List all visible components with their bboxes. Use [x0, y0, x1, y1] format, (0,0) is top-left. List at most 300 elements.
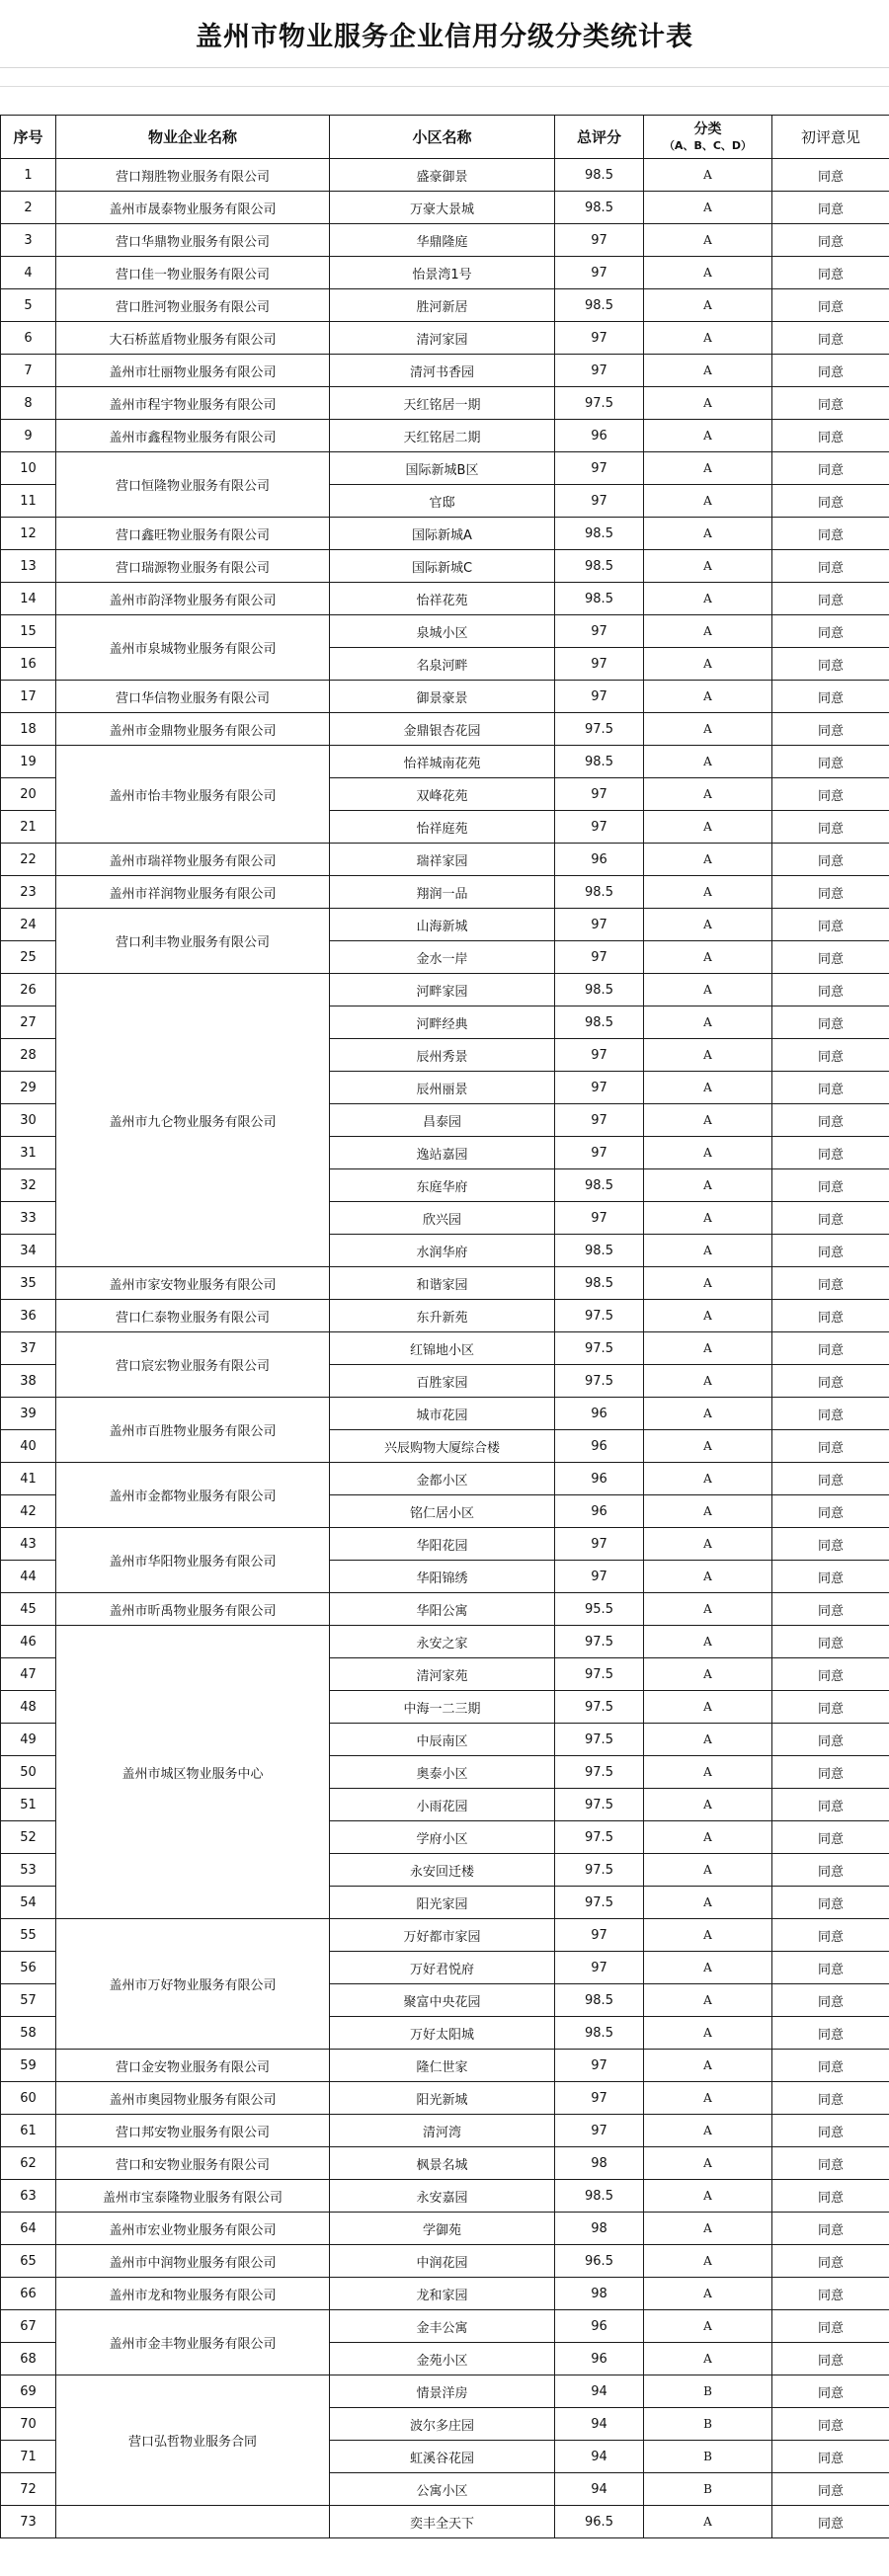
total-score: 96.5	[555, 2506, 644, 2538]
table-row	[1, 2506, 889, 2538]
grade-category: A	[644, 1169, 772, 1202]
row-number: 36	[1, 1300, 56, 1332]
row-number: 47	[1, 1658, 56, 1691]
header-category-note: （A、B、C、D）	[663, 138, 753, 152]
community-name: 怡祥花苑	[330, 583, 555, 615]
row-number: 29	[1, 1072, 56, 1104]
company-name: 盖州市韵泽物业服务有限公司	[56, 583, 330, 615]
company-name: 盖州市百胜物业服务有限公司	[56, 1398, 330, 1463]
total-score: 97	[555, 224, 644, 257]
table-row	[1, 2375, 889, 2408]
preliminary-opinion: 同意	[772, 322, 889, 355]
community-name: 胜河新居	[330, 289, 555, 322]
table-row	[1, 1463, 889, 1495]
grade-category: A	[644, 1104, 772, 1137]
row-number: 57	[1, 1984, 56, 2017]
company-name: 盖州市中润物业服务有限公司	[56, 2245, 330, 2278]
total-score: 97	[555, 1072, 644, 1104]
row-number: 70	[1, 2408, 56, 2441]
grade-category: A	[644, 1789, 772, 1821]
grade-category: A	[644, 844, 772, 876]
row-number: 40	[1, 1430, 56, 1463]
preliminary-opinion: 同意	[772, 876, 889, 909]
total-score: 97	[555, 1528, 644, 1561]
community-name: 水润华府	[330, 1235, 555, 1267]
company-name: 营口胜河物业服务有限公司	[56, 289, 330, 322]
community-name: 御景豪景	[330, 681, 555, 713]
community-name: 城市花园	[330, 1398, 555, 1430]
row-number: 1	[1, 159, 56, 192]
company-name: 营口瑞源物业服务有限公司	[56, 550, 330, 583]
row-number: 13	[1, 550, 56, 583]
preliminary-opinion: 同意	[772, 1919, 889, 1952]
preliminary-opinion: 同意	[772, 2278, 889, 2310]
row-number: 49	[1, 1724, 56, 1756]
grade-category: A	[644, 1658, 772, 1691]
table-row	[1, 1593, 889, 1626]
grade-category: A	[644, 876, 772, 909]
community-name: 怡景湾1号	[330, 257, 555, 289]
grade-category: A	[644, 485, 772, 518]
total-score: 97.5	[555, 1332, 644, 1365]
company-name: 营口仁泰物业服务有限公司	[56, 1300, 330, 1332]
company-name: 盖州市昕禹物业服务有限公司	[56, 1593, 330, 1626]
company-name: 营口弘哲物业服务合同	[56, 2375, 330, 2506]
grade-category: A	[644, 2147, 772, 2180]
grade-category: A	[644, 778, 772, 811]
row-number: 46	[1, 1626, 56, 1658]
preliminary-opinion: 同意	[772, 1528, 889, 1561]
community-name: 华阳花园	[330, 1528, 555, 1561]
table-row	[1, 1267, 889, 1300]
row-number: 33	[1, 1202, 56, 1235]
total-score: 97	[555, 257, 644, 289]
preliminary-opinion: 同意	[772, 2473, 889, 2506]
total-score: 98	[555, 2147, 644, 2180]
header-category	[644, 116, 772, 159]
total-score: 96	[555, 1398, 644, 1430]
table-row	[1, 420, 889, 452]
community-name: 百胜家园	[330, 1365, 555, 1398]
row-number: 62	[1, 2147, 56, 2180]
preliminary-opinion: 同意	[772, 2343, 889, 2375]
table-row	[1, 192, 889, 224]
table-row	[1, 355, 889, 387]
community-name: 公寓小区	[330, 2473, 555, 2506]
grade-category: A	[644, 2115, 772, 2147]
grade-category: A	[644, 452, 772, 485]
total-score: 97	[555, 909, 644, 941]
preliminary-opinion: 同意	[772, 1821, 889, 1854]
total-score: 97	[555, 778, 644, 811]
grade-category: A	[644, 1528, 772, 1561]
total-score: 98.5	[555, 583, 644, 615]
grade-category: A	[644, 1463, 772, 1495]
blank-row-divider	[0, 86, 889, 87]
community-name: 金苑小区	[330, 2343, 555, 2375]
preliminary-opinion: 同意	[772, 1658, 889, 1691]
community-name: 国际新城C	[330, 550, 555, 583]
preliminary-opinion: 同意	[772, 387, 889, 420]
total-score: 97	[555, 1104, 644, 1137]
row-number: 73	[1, 2506, 56, 2538]
row-number: 24	[1, 909, 56, 941]
company-name: 营口华信物业服务有限公司	[56, 681, 330, 713]
grade-category: A	[644, 1919, 772, 1952]
header-row	[1, 116, 889, 137]
company-name: 营口宸宏物业服务有限公司	[56, 1332, 330, 1398]
preliminary-opinion: 同意	[772, 1626, 889, 1658]
total-score: 97.5	[555, 1854, 644, 1887]
grade-category: A	[644, 1332, 772, 1365]
credit-rating-table	[0, 115, 889, 2538]
table-row	[1, 452, 889, 485]
title-divider	[0, 67, 889, 68]
community-name: 阳光新城	[330, 2082, 555, 2115]
table-row	[1, 289, 889, 322]
preliminary-opinion: 同意	[772, 1854, 889, 1887]
total-score: 98.5	[555, 2180, 644, 2213]
preliminary-opinion: 同意	[772, 1202, 889, 1235]
community-name: 东升新苑	[330, 1300, 555, 1332]
preliminary-opinion: 同意	[772, 648, 889, 681]
company-name	[56, 2506, 330, 2538]
row-number: 56	[1, 1952, 56, 1984]
total-score: 98.5	[555, 550, 644, 583]
preliminary-opinion: 同意	[772, 550, 889, 583]
preliminary-opinion: 同意	[772, 941, 889, 974]
table-row	[1, 224, 889, 257]
row-number: 21	[1, 811, 56, 844]
row-number: 38	[1, 1365, 56, 1398]
company-name: 盖州市家安物业服务有限公司	[56, 1267, 330, 1300]
community-name: 情景洋房	[330, 2375, 555, 2408]
community-name: 华阳锦绣	[330, 1561, 555, 1593]
grade-category: A	[644, 1006, 772, 1039]
preliminary-opinion: 同意	[772, 1072, 889, 1104]
row-number: 59	[1, 2050, 56, 2082]
community-name: 河畔家园	[330, 974, 555, 1006]
preliminary-opinion: 同意	[772, 452, 889, 485]
row-number: 55	[1, 1919, 56, 1952]
row-number: 42	[1, 1495, 56, 1528]
row-number: 23	[1, 876, 56, 909]
row-number: 51	[1, 1789, 56, 1821]
row-number: 11	[1, 485, 56, 518]
row-number: 19	[1, 746, 56, 778]
community-name: 怡祥庭苑	[330, 811, 555, 844]
preliminary-opinion: 同意	[772, 1756, 889, 1789]
community-name: 官邸	[330, 485, 555, 518]
community-name: 永安嘉园	[330, 2180, 555, 2213]
total-score: 97	[555, 355, 644, 387]
preliminary-opinion: 同意	[772, 2506, 889, 2538]
preliminary-opinion: 同意	[772, 2082, 889, 2115]
preliminary-opinion: 同意	[772, 909, 889, 941]
table-row	[1, 1300, 889, 1332]
community-name: 隆仁世家	[330, 2050, 555, 2082]
community-name: 东庭华府	[330, 1169, 555, 1202]
community-name: 国际新城B区	[330, 452, 555, 485]
grade-category: A	[644, 159, 772, 192]
table-row	[1, 615, 889, 648]
community-name: 万豪大景城	[330, 192, 555, 224]
row-number: 26	[1, 974, 56, 1006]
community-name: 中润花园	[330, 2245, 555, 2278]
table-row	[1, 1626, 889, 1658]
grade-category: A	[644, 1365, 772, 1398]
total-score: 97	[555, 615, 644, 648]
grade-category: A	[644, 648, 772, 681]
row-number: 41	[1, 1463, 56, 1495]
total-score: 97	[555, 1137, 644, 1169]
preliminary-opinion: 同意	[772, 1300, 889, 1332]
row-number: 34	[1, 1235, 56, 1267]
grade-category: A	[644, 1072, 772, 1104]
grade-category: A	[644, 1430, 772, 1463]
preliminary-opinion: 同意	[772, 844, 889, 876]
grade-category: A	[644, 1854, 772, 1887]
row-number: 50	[1, 1756, 56, 1789]
total-score: 94	[555, 2408, 644, 2441]
preliminary-opinion: 同意	[772, 1169, 889, 1202]
grade-category: A	[644, 681, 772, 713]
preliminary-opinion: 同意	[772, 1267, 889, 1300]
row-number: 6	[1, 322, 56, 355]
total-score: 97	[555, 2050, 644, 2082]
row-number: 63	[1, 2180, 56, 2213]
grade-category: A	[644, 2180, 772, 2213]
grade-category: A	[644, 2343, 772, 2375]
grade-category: A	[644, 1626, 772, 1658]
header-company: 物业企业名称	[56, 116, 330, 159]
community-name: 铭仁居小区	[330, 1495, 555, 1528]
row-number: 52	[1, 1821, 56, 1854]
header-score: 总评分	[555, 116, 644, 159]
table-row	[1, 2147, 889, 2180]
preliminary-opinion: 同意	[772, 1561, 889, 1593]
total-score: 94	[555, 2441, 644, 2473]
total-score: 97.5	[555, 1300, 644, 1332]
company-name: 盖州市金丰物业服务有限公司	[56, 2310, 330, 2375]
community-name: 万好都市家园	[330, 1919, 555, 1952]
row-number: 54	[1, 1887, 56, 1919]
total-score: 97	[555, 1039, 644, 1072]
preliminary-opinion: 同意	[772, 1104, 889, 1137]
grade-category: A	[644, 1756, 772, 1789]
row-number: 71	[1, 2441, 56, 2473]
row-number: 17	[1, 681, 56, 713]
total-score: 97.5	[555, 1887, 644, 1919]
table-row	[1, 387, 889, 420]
total-score: 98.5	[555, 1169, 644, 1202]
grade-category: A	[644, 257, 772, 289]
community-name: 华鼎隆庭	[330, 224, 555, 257]
row-number: 25	[1, 941, 56, 974]
preliminary-opinion: 同意	[772, 159, 889, 192]
row-number: 58	[1, 2017, 56, 2050]
preliminary-opinion: 同意	[772, 2147, 889, 2180]
community-name: 中海一二三期	[330, 1691, 555, 1724]
community-name: 盛豪御景	[330, 159, 555, 192]
community-name: 和谐家园	[330, 1267, 555, 1300]
grade-category: A	[644, 1039, 772, 1072]
community-name: 红锦地小区	[330, 1332, 555, 1365]
company-name: 盖州市奥园物业服务有限公司	[56, 2082, 330, 2115]
grade-category: A	[644, 322, 772, 355]
community-name: 名泉河畔	[330, 648, 555, 681]
header-no: 序号	[1, 116, 56, 159]
table-row	[1, 583, 889, 615]
row-number: 35	[1, 1267, 56, 1300]
total-score: 97	[555, 1952, 644, 1984]
grade-category: A	[644, 1561, 772, 1593]
preliminary-opinion: 同意	[772, 1952, 889, 1984]
company-name: 营口佳一物业服务有限公司	[56, 257, 330, 289]
community-name: 金都小区	[330, 1463, 555, 1495]
company-name: 营口翔胜物业服务有限公司	[56, 159, 330, 192]
preliminary-opinion: 同意	[772, 1593, 889, 1626]
company-name: 盖州市宏业物业服务有限公司	[56, 2213, 330, 2245]
community-name: 山海新城	[330, 909, 555, 941]
preliminary-opinion: 同意	[772, 2375, 889, 2408]
grade-category: A	[644, 746, 772, 778]
grade-category: A	[644, 1691, 772, 1724]
grade-category: A	[644, 1202, 772, 1235]
preliminary-opinion: 同意	[772, 1332, 889, 1365]
community-name: 清河家园	[330, 322, 555, 355]
total-score: 98.5	[555, 746, 644, 778]
community-name: 龙和家园	[330, 2278, 555, 2310]
community-name: 双峰花苑	[330, 778, 555, 811]
row-number: 9	[1, 420, 56, 452]
community-name: 金鼎银杏花园	[330, 713, 555, 746]
preliminary-opinion: 同意	[772, 681, 889, 713]
header-community: 小区名称	[330, 116, 555, 159]
total-score: 96.5	[555, 2245, 644, 2278]
table-row	[1, 2278, 889, 2310]
row-number: 18	[1, 713, 56, 746]
total-score: 98.5	[555, 1235, 644, 1267]
grade-category: A	[644, 1267, 772, 1300]
table-row	[1, 550, 889, 583]
grade-category: A	[644, 2278, 772, 2310]
preliminary-opinion: 同意	[772, 1789, 889, 1821]
table-row	[1, 2082, 889, 2115]
grade-category: A	[644, 1300, 772, 1332]
grade-category: B	[644, 2375, 772, 2408]
row-number: 10	[1, 452, 56, 485]
total-score: 97	[555, 941, 644, 974]
grade-category: A	[644, 2050, 772, 2082]
total-score: 96	[555, 2343, 644, 2375]
total-score: 95.5	[555, 1593, 644, 1626]
total-score: 97.5	[555, 1626, 644, 1658]
grade-category: A	[644, 811, 772, 844]
preliminary-opinion: 同意	[772, 713, 889, 746]
row-number: 7	[1, 355, 56, 387]
community-name: 清河家苑	[330, 1658, 555, 1691]
table-row	[1, 746, 889, 778]
total-score: 97.5	[555, 387, 644, 420]
total-score: 97	[555, 2082, 644, 2115]
company-name: 盖州市城区物业服务中心	[56, 1626, 330, 1919]
row-number: 5	[1, 289, 56, 322]
community-name: 河畔经典	[330, 1006, 555, 1039]
total-score: 97	[555, 648, 644, 681]
total-score: 98.5	[555, 289, 644, 322]
preliminary-opinion: 同意	[772, 192, 889, 224]
row-number: 22	[1, 844, 56, 876]
row-number: 15	[1, 615, 56, 648]
company-name: 大石桥蓝盾物业服务有限公司	[56, 322, 330, 355]
total-score: 94	[555, 2473, 644, 2506]
preliminary-opinion: 同意	[772, 1495, 889, 1528]
total-score: 98.5	[555, 1984, 644, 2017]
table-row	[1, 2310, 889, 2343]
total-score: 94	[555, 2375, 644, 2408]
company-name: 盖州市瑞祥物业服务有限公司	[56, 844, 330, 876]
table-row	[1, 909, 889, 941]
preliminary-opinion: 同意	[772, 1039, 889, 1072]
preliminary-opinion: 同意	[772, 355, 889, 387]
company-name: 盖州市壮丽物业服务有限公司	[56, 355, 330, 387]
row-number: 12	[1, 518, 56, 550]
row-number: 31	[1, 1137, 56, 1169]
community-name: 翔润一品	[330, 876, 555, 909]
community-name: 虹溪谷花园	[330, 2441, 555, 2473]
preliminary-opinion: 同意	[772, 2245, 889, 2278]
total-score: 98.5	[555, 974, 644, 1006]
grade-category: A	[644, 1887, 772, 1919]
grade-category: A	[644, 713, 772, 746]
total-score: 96	[555, 844, 644, 876]
grade-category: A	[644, 615, 772, 648]
preliminary-opinion: 同意	[772, 1365, 889, 1398]
grade-category: B	[644, 2473, 772, 2506]
total-score: 97	[555, 811, 644, 844]
total-score: 97.5	[555, 1789, 644, 1821]
row-number: 8	[1, 387, 56, 420]
community-name: 清河书香园	[330, 355, 555, 387]
preliminary-opinion: 同意	[772, 811, 889, 844]
grade-category: A	[644, 518, 772, 550]
table-row	[1, 518, 889, 550]
grade-category: A	[644, 2506, 772, 2538]
community-name: 金丰公寓	[330, 2310, 555, 2343]
table-row	[1, 1332, 889, 1365]
table-row	[1, 1528, 889, 1561]
preliminary-opinion: 同意	[772, 974, 889, 1006]
preliminary-opinion: 同意	[772, 583, 889, 615]
grade-category: A	[644, 2082, 772, 2115]
community-name: 永安回迁楼	[330, 1854, 555, 1887]
row-number: 30	[1, 1104, 56, 1137]
preliminary-opinion: 同意	[772, 1398, 889, 1430]
grade-category: A	[644, 974, 772, 1006]
community-name: 万好太阳城	[330, 2017, 555, 2050]
grade-category: A	[644, 1724, 772, 1756]
grade-category: A	[644, 387, 772, 420]
company-name: 营口鑫旺物业服务有限公司	[56, 518, 330, 550]
row-number: 67	[1, 2310, 56, 2343]
community-name: 小雨花园	[330, 1789, 555, 1821]
table-row	[1, 2213, 889, 2245]
total-score: 96	[555, 1495, 644, 1528]
table-row	[1, 844, 889, 876]
table-row	[1, 2050, 889, 2082]
company-name: 营口和安物业服务有限公司	[56, 2147, 330, 2180]
